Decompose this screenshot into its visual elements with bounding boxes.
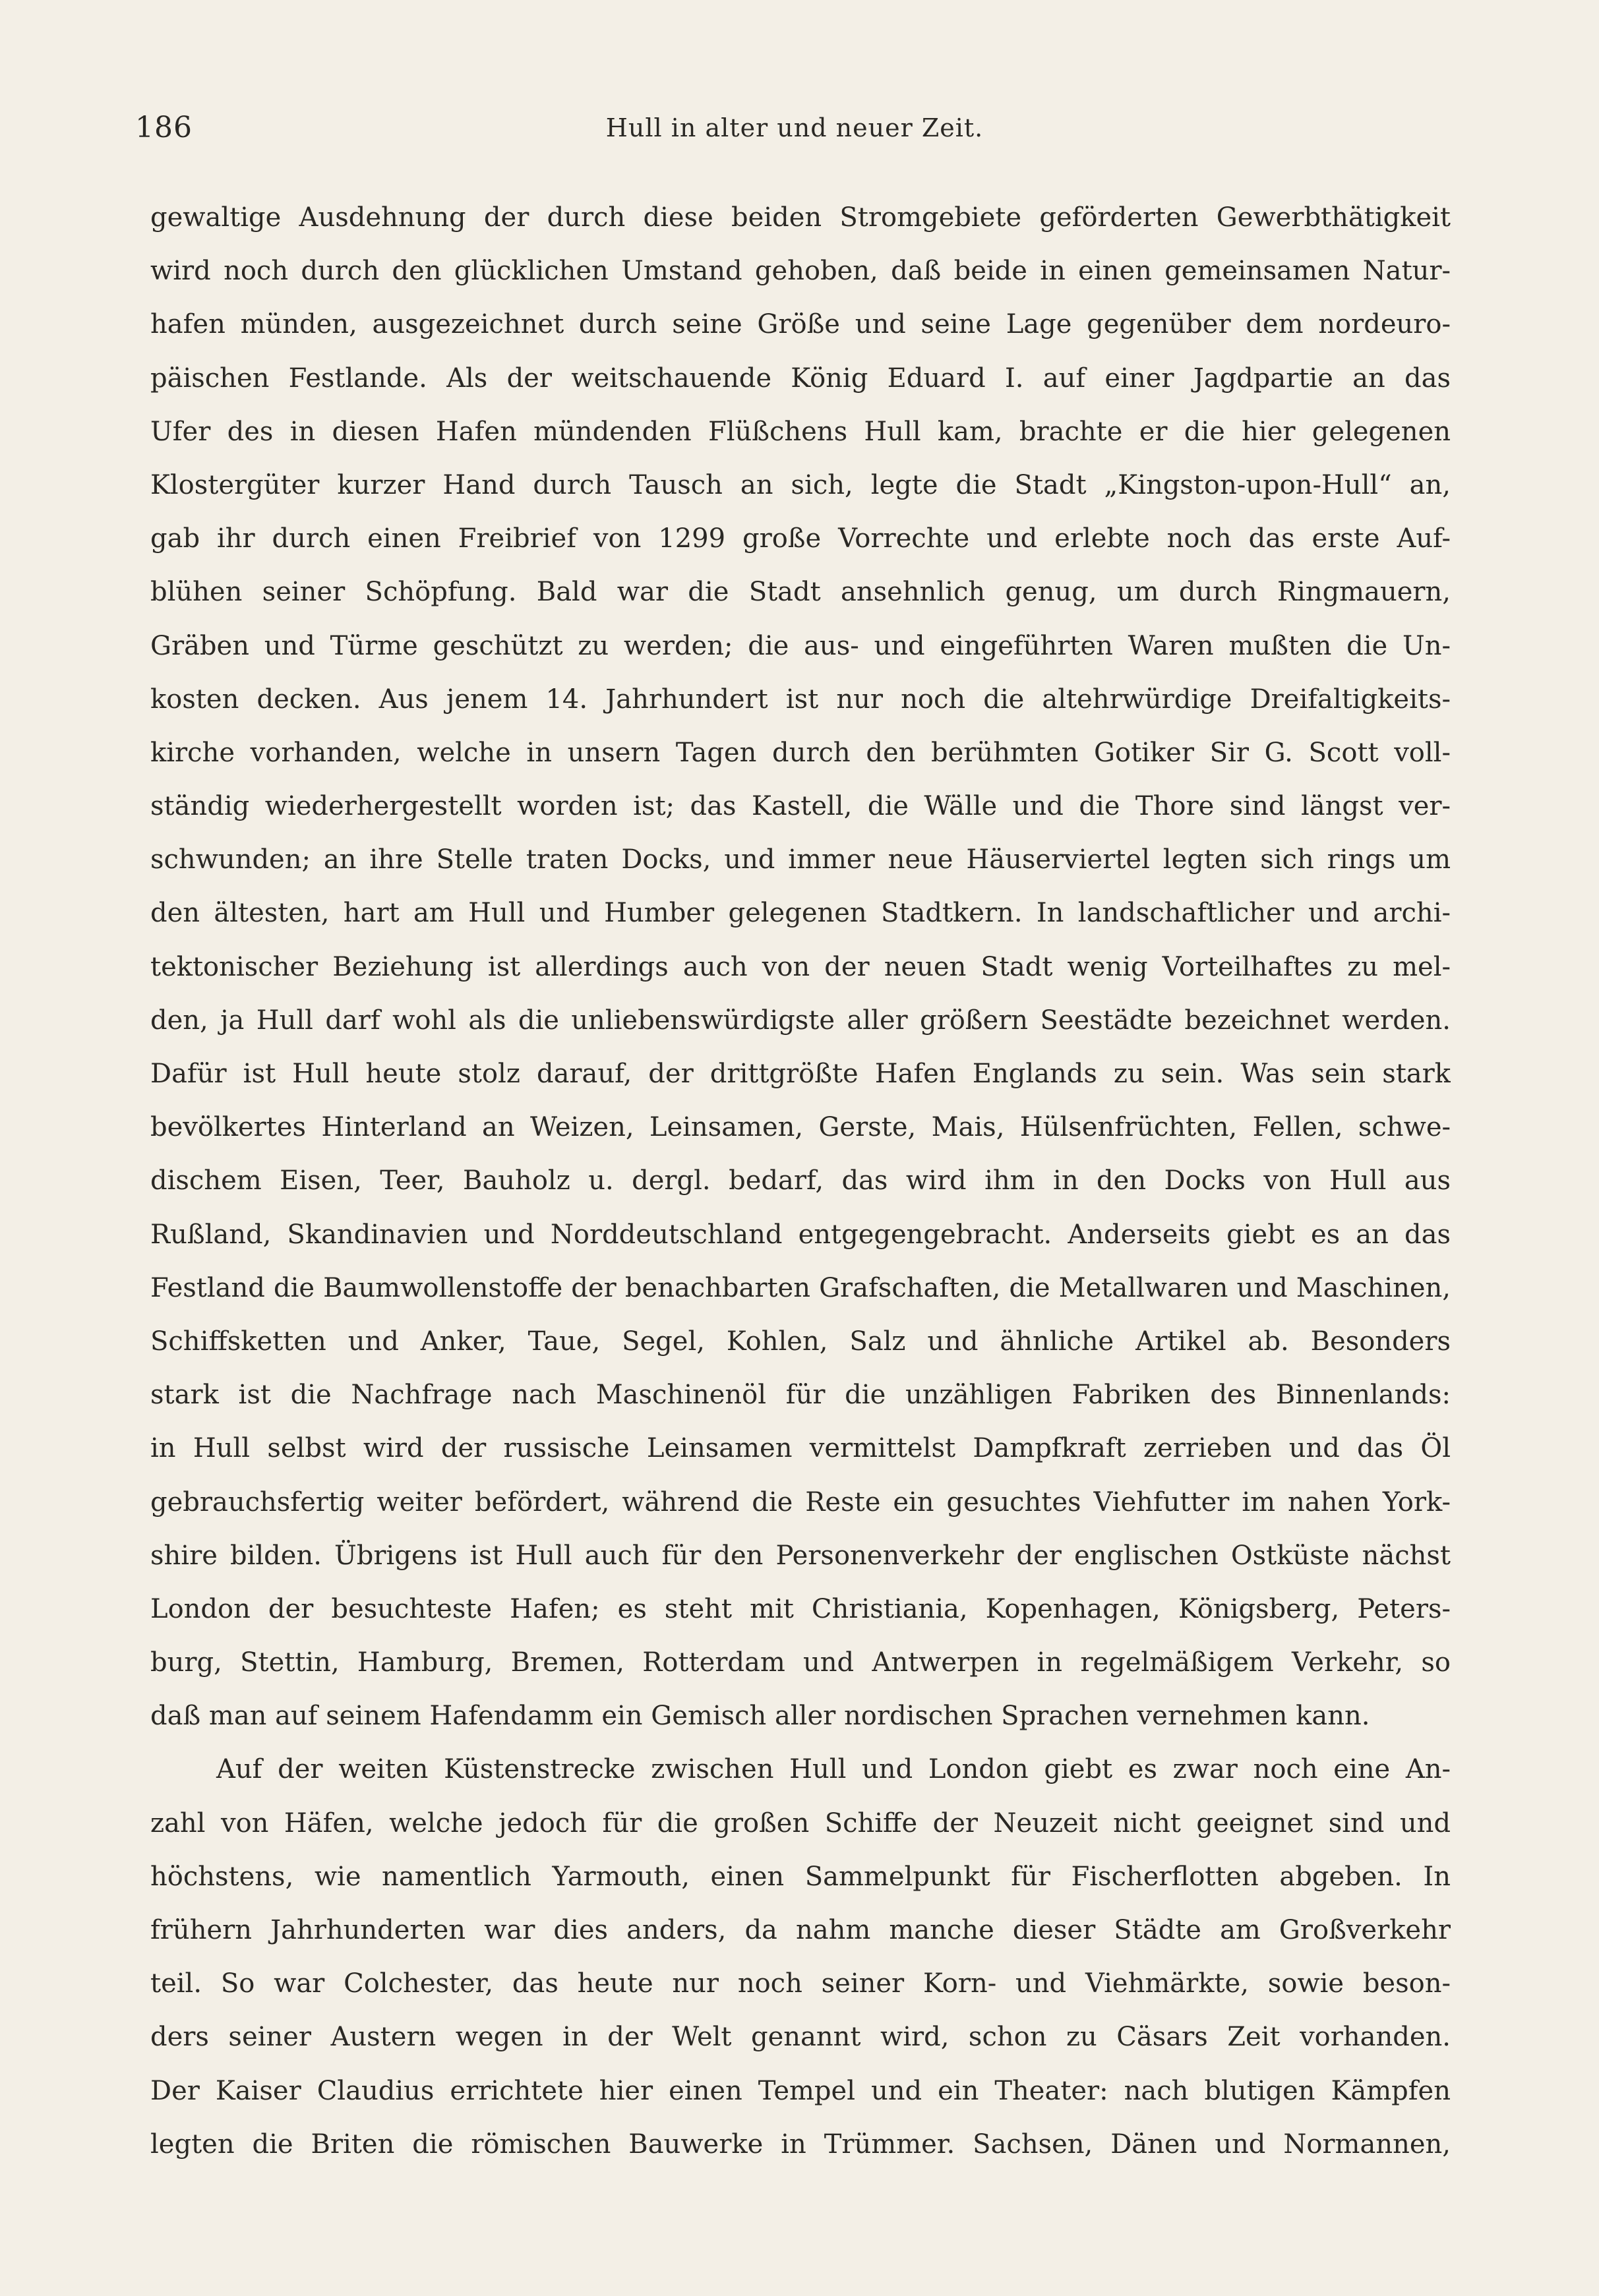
text-line: bevölkertes Hinterland an Weizen, Leinsamen, Gerste, Mais, Hülsenfrüchten, Fellen, schwe-	[150, 1112, 1451, 1143]
text-line: Dafür ist Hull heute stolz darauf, der drittgrößte Hafen Englands zu sein. Was sein stark	[150, 1059, 1451, 1089]
text-line: päischen Festlande. Als der weitschauende König Eduard I. auf einer Jagdpartie an das	[150, 363, 1451, 394]
text-line: schwunden; an ihre Stelle traten Docks, und immer neue Häuserviertel legten sich rings um	[150, 844, 1451, 875]
text-line: tektonischer Beziehung ist allerdings auch von der neuen Stadt wenig Vorteilhaftes zu mel-	[150, 951, 1451, 982]
text-line: Gräben und Türme geschützt zu werden; die aus- und eingeführten Waren mußten die Un-	[150, 630, 1451, 661]
text-line: dischem Eisen, Teer, Bauholz u. dergl. bedarf, das wird ihm in den Docks von Hull aus	[150, 1165, 1451, 1196]
text-line: teil. So war Colchester, das heute nur noch seiner Korn- und Viehmärkte, sowie beson-	[150, 1968, 1451, 1999]
page-header	[135, 111, 1454, 150]
text-line: in Hull selbst wird der russische Leinsamen vermittelst Dampfkraft zerrieben und das Öl	[150, 1433, 1451, 1464]
text-line: den ältesten, hart am Hull und Humber gelegenen Stadtkern. In landschaftlicher und archi-	[150, 898, 1451, 929]
text-line: Festland die Baumwollenstoffe der benachbarten Grafschaften, die Metallwaren und Maschinen,	[150, 1272, 1451, 1303]
text-line: kosten decken. Aus jenem 14. Jahrhundert ist nur noch die altehrwürdige Dreifaltigkeits-	[150, 684, 1451, 715]
text-line: Auf der weiten Küstenstrecke zwischen Hull und London giebt es zwar noch eine An-	[216, 1754, 1451, 1785]
text-line: gab ihr durch einen Freibrief von 1299 große Vorrechte und erlebte noch das erste Auf-	[150, 523, 1451, 554]
text-line: gewaltige Ausdehnung der durch diese beiden Stromgebiete geförderten Gewerbthätigkeit	[150, 202, 1451, 233]
text-line: Klostergüter kurzer Hand durch Tausch an sich, legte die Stadt „Kingston-upon-Hull“ an,	[150, 469, 1451, 500]
text-line: stark ist die Nachfrage nach Maschinenöl für die unzähligen Fabriken des Binnenlands:	[150, 1380, 1451, 1411]
body-text	[150, 191, 1451, 2171]
text-line: frühern Jahrhunderten war dies anders, da nahm manche dieser Städte am Großverkehr	[150, 1915, 1451, 1945]
text-line: shire bilden. Übrigens ist Hull auch für den Personenverkehr der englischen Ostküste nächst	[150, 1540, 1451, 1571]
text-line: zahl von Häfen, welche jedoch für die großen Schiffe der Neuzeit nicht geeignet sind und	[150, 1808, 1451, 1839]
text-line: kirche vorhanden, welche in unsern Tagen durch den berühmten Gotiker Sir G. Scott voll-	[150, 737, 1451, 768]
text-line: Der Kaiser Claudius errichtete hier einen Tempel und ein Theater: nach blutigen Kämpfen	[150, 2075, 1451, 2106]
page-number: 186	[135, 111, 193, 144]
text-line: hafen münden, ausgezeichnet durch seine Größe und seine Lage gegenüber dem nordeuro-	[150, 309, 1451, 340]
text-line: Ufer des in diesen Hafen mündenden Flüßchens Hull kam, brachte er die hier gelegenen	[150, 416, 1451, 447]
text-line: Schiffsketten und Anker, Taue, Segel, Kohlen, Salz und ähnliche Artikel ab. Besonders	[150, 1326, 1451, 1357]
running-title: Hull in alter und neuer Zeit.	[605, 113, 984, 142]
text-line: gebrauchsfertig weiter befördert, während die Reste ein gesuchtes Viehfutter im nahen York-	[150, 1487, 1451, 1517]
text-line: burg, Stettin, Hamburg, Bremen, Rotterdam und Antwerpen in regelmäßigem Verkehr, so	[150, 1647, 1451, 1678]
text-line: den, ja Hull darf wohl als die unliebenswürdigste aller größern Seestädte bezeichnet werden.	[150, 1005, 1451, 1036]
text-line: ständig wiederhergestellt worden ist; das Kastell, die Wälle und die Thore sind längst ver-	[150, 791, 1451, 822]
text-line: legten die Briten die römischen Bauwerke in Trümmer. Sachsen, Dänen und Normannen,	[150, 2129, 1451, 2160]
text-line: daß man auf seinem Hafendamm ein Gemisch aller nordischen Sprachen vernehmen kann.	[150, 1701, 1370, 1732]
text-line: wird noch durch den glücklichen Umstand gehoben, daß beide in einen gemeinsamen Natur-	[150, 256, 1451, 287]
text-line: ders seiner Austern wegen in der Welt genannt wird, schon zu Cäsars Zeit vorhanden.	[150, 2022, 1451, 2053]
text-line: Rußland, Skandinavien und Norddeutschland entgegengebracht. Anderseits giebt es an das	[150, 1219, 1451, 1250]
text-line: blühen seiner Schöpfung. Bald war die Stadt ansehnlich genug, um durch Ringmauern,	[150, 577, 1451, 608]
text-line: höchstens, wie namentlich Yarmouth, einen Sammelpunkt für Fischerflotten abgeben. In	[150, 1861, 1451, 1892]
text-line: London der besuchteste Hafen; es steht mit Christiania, Kopenhagen, Königsberg, Peters-	[150, 1593, 1451, 1624]
